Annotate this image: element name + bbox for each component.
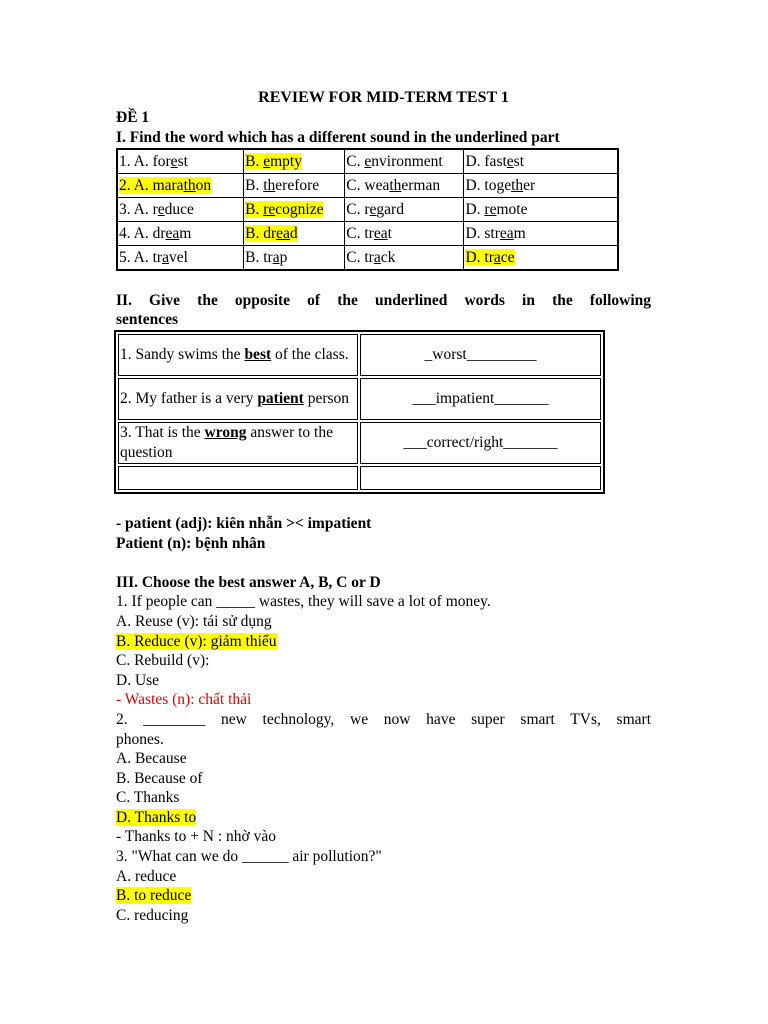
option-word: D. stream (465, 224, 526, 242)
pronunciation-row (117, 246, 618, 271)
pronunciation-cell (345, 198, 464, 222)
underlined-sound: e (263, 152, 271, 170)
option-word: B. dread (245, 224, 298, 242)
underlined-sound: a (162, 248, 169, 266)
q1-option-a: A. Reuse (v): tái sử dụng (116, 612, 272, 630)
q2-option-b: B. Because of (116, 769, 203, 787)
pronunciation-cell (244, 198, 345, 222)
page-title: REVIEW FOR MID-TERM TEST 1 (258, 89, 509, 106)
q1-option-c: C. Rebuild (v): (116, 652, 210, 670)
pronunciation-cell (464, 246, 618, 271)
option-word: 1. A. forest (119, 152, 188, 170)
underlined-sound: a (373, 248, 381, 266)
pronunciation-cell (345, 246, 464, 271)
q3-option-c: C. reducing (116, 906, 189, 924)
opposite-row (118, 378, 601, 420)
q1-question: 1. If people can _____ wastes, they will save a lot of money. (116, 593, 491, 611)
option-word: C. treat (346, 224, 392, 242)
q2-option-a: A. Because (116, 750, 187, 768)
pronunciation-row (117, 198, 618, 222)
underlined-sound: a (493, 248, 501, 266)
option-word: D. fastest (465, 152, 525, 170)
pronunciation-cell (244, 149, 345, 174)
underlined-sound: th (389, 176, 402, 194)
opposite-row (118, 466, 601, 490)
section1-heading: I. Find the word which has a different sound in the underlined part (116, 128, 560, 146)
option-word: B. empty (245, 152, 302, 170)
pronunciation-cell (464, 198, 618, 222)
option-word: C. regard (346, 200, 404, 218)
underlined-sound: e (170, 152, 178, 170)
option-word: D. together (465, 176, 536, 194)
pronunciation-cell (244, 174, 345, 198)
option-word: D. remote (465, 200, 528, 218)
underlined-sound: e (364, 152, 372, 170)
option-word: B. therefore (245, 176, 320, 194)
option-word: C. weatherman (346, 176, 441, 194)
underlined-sound: e (506, 152, 514, 170)
pronunciation-cell (345, 222, 464, 246)
q2-question-line1: 2. ________ new technology, we now have super smart TVs, smart (116, 710, 651, 728)
pronunciation-cell (117, 149, 244, 174)
q2-note: - Thanks to + N : nhờ vào (116, 828, 277, 846)
pronunciation-row (117, 174, 618, 198)
option-word: 2. A. marathon (119, 176, 212, 194)
opposite-sentence: 2. My father is a very patient person (118, 378, 358, 420)
underlined-sound: a (272, 248, 280, 266)
opposite-row (118, 334, 601, 376)
pronunciation-cell (117, 174, 244, 198)
section2-heading-line2: sentences (116, 311, 178, 329)
q1-note: - Wastes (n): chất thải (116, 691, 252, 709)
q2-option-c: C. Thanks (116, 789, 180, 807)
underlined-sound: th (511, 176, 524, 194)
underlined-sound: e (369, 200, 377, 218)
opposite-answer (360, 466, 601, 490)
q3-option-b: B. to reduce (116, 887, 192, 905)
note-patient-noun: Patient (n): bệnh nhân (116, 534, 266, 552)
option-word: C. track (346, 248, 396, 266)
underlined-sound: th (183, 176, 196, 194)
pronunciation-row (117, 149, 618, 174)
q2-option-d: D. Thanks to (116, 808, 197, 826)
opposite-sentence: 1. Sandy swims the best of the class. (118, 334, 358, 376)
underlined-word: patient (257, 390, 304, 408)
underlined-sound: ea (499, 224, 514, 242)
opposites-table (114, 330, 605, 494)
underlined-word: best (244, 346, 272, 364)
underlined-sound: re (484, 200, 497, 218)
pronunciation-cell (117, 246, 244, 271)
q3-option-a: A. reduce (116, 867, 177, 885)
underlined-sound: re (263, 200, 276, 218)
pronunciation-cell (464, 222, 618, 246)
option-word: 4. A. dream (119, 224, 192, 242)
opposite-answer: _worst_________ (360, 334, 601, 376)
section2-heading-line1: II. Give the opposite of the underlined words in the following (116, 291, 651, 309)
opposite-sentence: 3. That is the wrong answer to the question (118, 422, 358, 464)
underlined-sound: ea (276, 224, 290, 242)
underlined-sound: e (157, 200, 165, 218)
section3-heading: III. Choose the best answer A, B, C or D (116, 573, 381, 591)
pronunciation-cell (244, 222, 345, 246)
opposite-row (118, 422, 601, 464)
pronunciation-table (116, 148, 619, 271)
option-word: D. trace (465, 248, 515, 266)
underlined-word: wrong (204, 424, 247, 442)
opposite-sentence (118, 466, 358, 490)
pronunciation-cell (117, 198, 244, 222)
pronunciation-cell (345, 149, 464, 174)
pronunciation-cell (464, 149, 618, 174)
option-word: B. recognize (245, 200, 324, 218)
option-word: B. trap (245, 248, 288, 266)
pronunciation-row (117, 222, 618, 246)
underlined-sound: th (263, 176, 276, 194)
opposite-answer: ___impatient_______ (360, 378, 601, 420)
option-word: C. environment (346, 152, 443, 170)
underlined-sound: ea (165, 224, 180, 242)
q3-question: 3. "What can we do ______ air pollution?" (116, 848, 382, 866)
pronunciation-cell (464, 174, 618, 198)
pronunciation-cell (345, 174, 464, 198)
underlined-sound: ea (373, 224, 388, 242)
exam-code: ĐỀ 1 (116, 109, 150, 126)
option-word: 3. A. reduce (119, 200, 194, 218)
q2-question-line2: phones. (116, 730, 164, 748)
opposite-answer: ___correct/right_______ (360, 422, 601, 464)
pronunciation-cell (244, 246, 345, 271)
pronunciation-cell (117, 222, 244, 246)
document-page (116, 88, 651, 925)
note-patient-adj: - patient (adj): kiên nhẫn >< impatient (116, 514, 372, 532)
q1-option-d: D. Use (116, 671, 160, 689)
option-word: 5. A. travel (119, 248, 188, 266)
q1-option-b: B. Reduce (v): giảm thiểu (116, 632, 277, 650)
